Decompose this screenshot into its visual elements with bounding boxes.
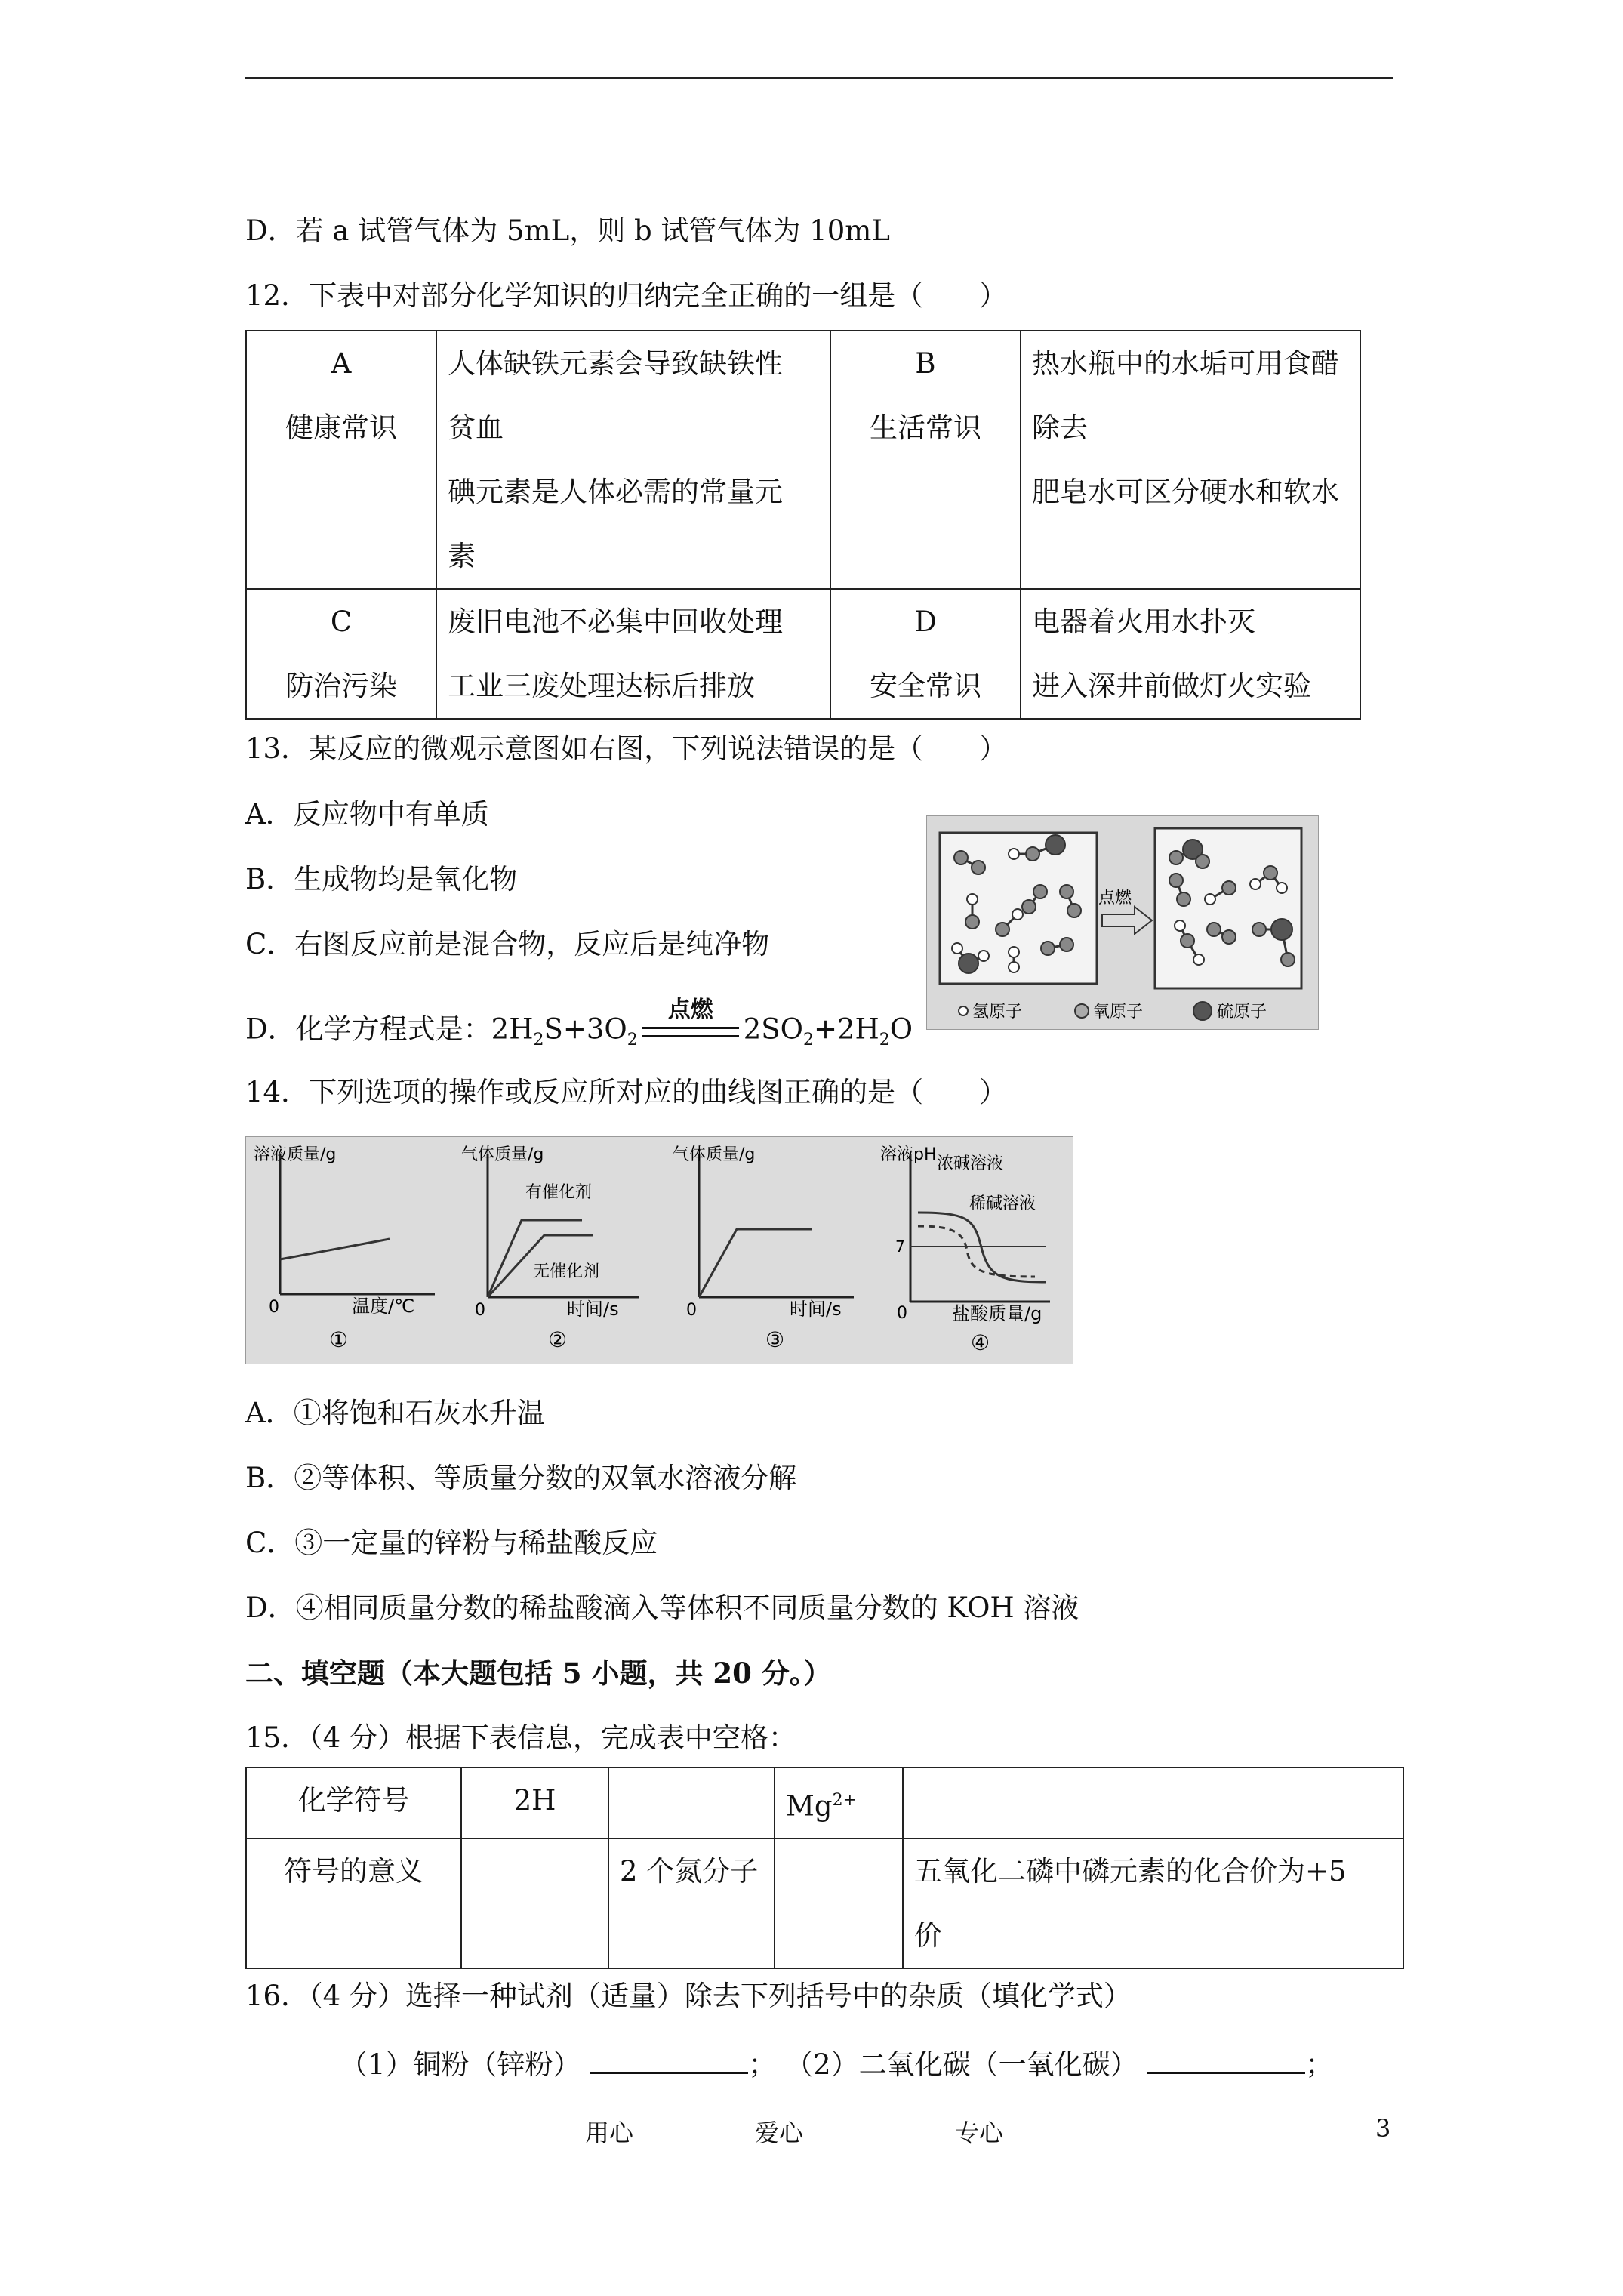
q16-stem: 16．（4 分）选择一种试剂（适量）除去下列括号中的杂质（填化学式）: [245, 1980, 1132, 2012]
eq-sub: 2: [879, 1030, 890, 1049]
q12-a-line2: 贫血: [448, 411, 504, 444]
g4-label-dilute: 稀碱溶液: [969, 1194, 1036, 1213]
q16-end: ；: [1305, 2048, 1334, 2081]
eq-condition: [638, 997, 744, 1054]
q12-a-title: 健康常识: [285, 411, 397, 444]
g4-tick-7: 7: [895, 1237, 905, 1256]
q12-table: [245, 330, 1361, 720]
q12-cell-d-label: [830, 589, 1021, 719]
q14-graphs-figure: [245, 1136, 1073, 1364]
q15-row2-header: 符号的意义: [246, 1838, 461, 1968]
q12-a-line1: 人体缺铁元素会导致缺铁性: [448, 347, 783, 380]
footer-word-3: 专心: [955, 2119, 1004, 2147]
g4-xlabel: 盐酸质量/g: [952, 1303, 1042, 1324]
q16-part1: （1）铜粉（锌粉）: [340, 2048, 581, 2081]
q15-row1-c1: 2H: [461, 1767, 608, 1838]
g2-number: ②: [548, 1327, 568, 1352]
q15-row2-c2: 2 个氮分子: [608, 1838, 775, 1968]
eq-left: 2H: [491, 1012, 534, 1046]
q15-stem: 15．（4 分）根据下表信息，完成表中空格：: [245, 1721, 796, 1754]
page-number: 3: [1375, 2114, 1391, 2143]
q13-d-prefix: D．化学方程式是：: [245, 1012, 491, 1046]
q12-cell-a-content: [436, 331, 830, 589]
q12-b-letter: B: [915, 347, 936, 380]
q12-c-line1: 废旧电池不必集中回收处理: [448, 606, 783, 638]
q12-d-letter: D: [914, 606, 937, 638]
q15-row2-c1[interactable]: [461, 1838, 608, 1968]
q12-b-line2: 除去: [1032, 411, 1088, 444]
q12-cell-b-label: [830, 331, 1021, 589]
q14-option-a: A．①将饱和石灰水升温: [245, 1397, 545, 1429]
section2-title: 二、填空题（本大题包括 5 小题，共 20 分。）: [245, 1657, 832, 1690]
g2-ylabel: 气体质量/g: [461, 1145, 544, 1164]
g3-number: ③: [765, 1327, 785, 1352]
g1-xlabel: 温度/℃: [352, 1296, 415, 1317]
g1-origin: 0: [269, 1298, 279, 1317]
q14-graphs-svg: [246, 1137, 1073, 1364]
q12-c-title: 防治污染: [285, 670, 397, 702]
q12-a-line3: 碘元素是人体必需的常量元: [448, 476, 783, 508]
eq-double-line: [642, 1027, 739, 1037]
arrow-label: 点燃: [1098, 889, 1132, 908]
eq-sub: 2: [533, 1030, 544, 1049]
eq-sub: 2: [627, 1030, 638, 1049]
graph-4: [880, 1145, 1050, 1355]
q12-d-title: 安全常识: [870, 670, 981, 702]
q12-a-line4: 素: [448, 540, 476, 572]
eq-left-mid: S+3O: [544, 1012, 627, 1046]
q16-blank2[interactable]: [1147, 2043, 1305, 2074]
q12-d-line1: 电器着火用水扑灭: [1032, 606, 1255, 638]
q16-sep: ；: [748, 2048, 777, 2081]
g2-xlabel: 时间/s: [567, 1299, 619, 1320]
q15-row2-c4-line2: 价: [914, 1919, 942, 1952]
q12-cell-d-content: [1021, 589, 1360, 719]
graph-2: [461, 1145, 639, 1352]
q14-stem: 14．下列选项的操作或反应所对应的曲线图正确的是（ ）: [245, 1076, 1008, 1108]
q12-cell-c-label: [246, 589, 436, 719]
q13-molecule-figure: [926, 815, 1319, 1030]
legend-hydrogen: 氢原子: [972, 1003, 1023, 1022]
q12-b-line1: 热水瓶中的水垢可用食醋: [1032, 347, 1339, 380]
g2-origin: 0: [475, 1301, 485, 1320]
q15-row1-c2[interactable]: [608, 1767, 775, 1838]
q12-b-line3: 肥皂水可区分硬水和软水: [1032, 476, 1339, 508]
g4-label-conc: 浓碱溶液: [937, 1154, 1004, 1173]
header-rule: [245, 77, 1393, 79]
q15-row2-c4: [903, 1838, 1403, 1968]
q12-c-line2: 工业三废处理达标后排放: [448, 670, 755, 702]
q12-cell-c-content: [436, 589, 830, 719]
q15-table: [245, 1767, 1404, 1969]
q11-option-d: D．若 a 试管气体为 5mL，则 b 试管气体为 10mL: [245, 214, 890, 247]
q14-option-d: D．④相同质量分数的稀盐酸滴入等体积不同质量分数的 KOH 溶液: [245, 1592, 1079, 1624]
g2-label-catalyst: 有催化剂: [525, 1183, 593, 1202]
eq-right-end: O: [889, 1012, 913, 1046]
g1-number: ①: [329, 1327, 349, 1352]
graph-1: [254, 1145, 435, 1352]
q12-cell-b-content: [1021, 331, 1360, 589]
q15-row2-c3[interactable]: [775, 1838, 903, 1968]
eq-right-mid: +2H: [813, 1012, 879, 1046]
q15-mg-charge: 2+: [832, 1791, 858, 1810]
q15-row1-c4[interactable]: [903, 1767, 1403, 1838]
q13-option-c: C．右图反应前是混合物，反应后是纯净物: [245, 928, 770, 960]
g3-xlabel: 时间/s: [790, 1299, 842, 1320]
eq-right1: 2SO: [743, 1012, 803, 1046]
q16-part2: （2）二氧化碳（一氧化碳）: [785, 2048, 1138, 2081]
footer-word-1: 用心: [585, 2119, 634, 2147]
q15-row1-header: 化学符号: [246, 1767, 461, 1838]
legend-sulfur: 硫原子: [1217, 1003, 1267, 1022]
q14-option-b: B．②等体积、等质量分数的双氧水溶液分解: [245, 1462, 797, 1494]
q12-d-line2: 进入深井前做灯火实验: [1032, 670, 1311, 702]
g3-ylabel: 气体质量/g: [673, 1145, 756, 1164]
q16-blank1[interactable]: [590, 2043, 748, 2074]
q15-row1-c3: [775, 1767, 903, 1838]
graph-3: [673, 1145, 854, 1352]
g4-number: ④: [971, 1330, 990, 1355]
q14-option-c: C．③一定量的锌粉与稀盐酸反应: [245, 1527, 658, 1559]
q12-c-letter: C: [330, 606, 353, 638]
q12-a-letter: A: [331, 347, 352, 380]
g4-ylabel: 溶液pH: [880, 1145, 937, 1164]
legend-oxygen: 氧原子: [1093, 1003, 1144, 1022]
q12-cell-a-label: [246, 331, 436, 589]
footer-word-2: 爱心: [755, 2119, 804, 2147]
q16-parts: [340, 2043, 1333, 2083]
q13-stem: 13．某反应的微观示意图如右图，下列说法错误的是（ ）: [245, 732, 1008, 765]
g1-ylabel: 溶液质量/g: [254, 1145, 337, 1164]
eq-condition-label: 点燃: [667, 997, 713, 1023]
q15-row2-c4-line1: 五氧化二磷中磷元素的化合价为+5: [914, 1855, 1347, 1888]
g4-origin: 0: [897, 1304, 907, 1323]
q13-option-d: [245, 997, 913, 1059]
g3-origin: 0: [686, 1301, 697, 1320]
g2-label-no-catalyst: 无催化剂: [533, 1262, 600, 1281]
q12-b-title: 生活常识: [870, 411, 981, 444]
q12-stem: 12．下表中对部分化学知识的归纳完全正确的一组是（ ）: [245, 279, 1008, 312]
q15-mg: Mg: [786, 1789, 833, 1823]
q13-molecule-svg: [927, 816, 1318, 1029]
q13-option-a: A．反应物中有单质: [245, 798, 489, 831]
q13-option-b: B．生成物均是氧化物: [245, 863, 518, 895]
eq-sub: 2: [802, 1030, 814, 1049]
